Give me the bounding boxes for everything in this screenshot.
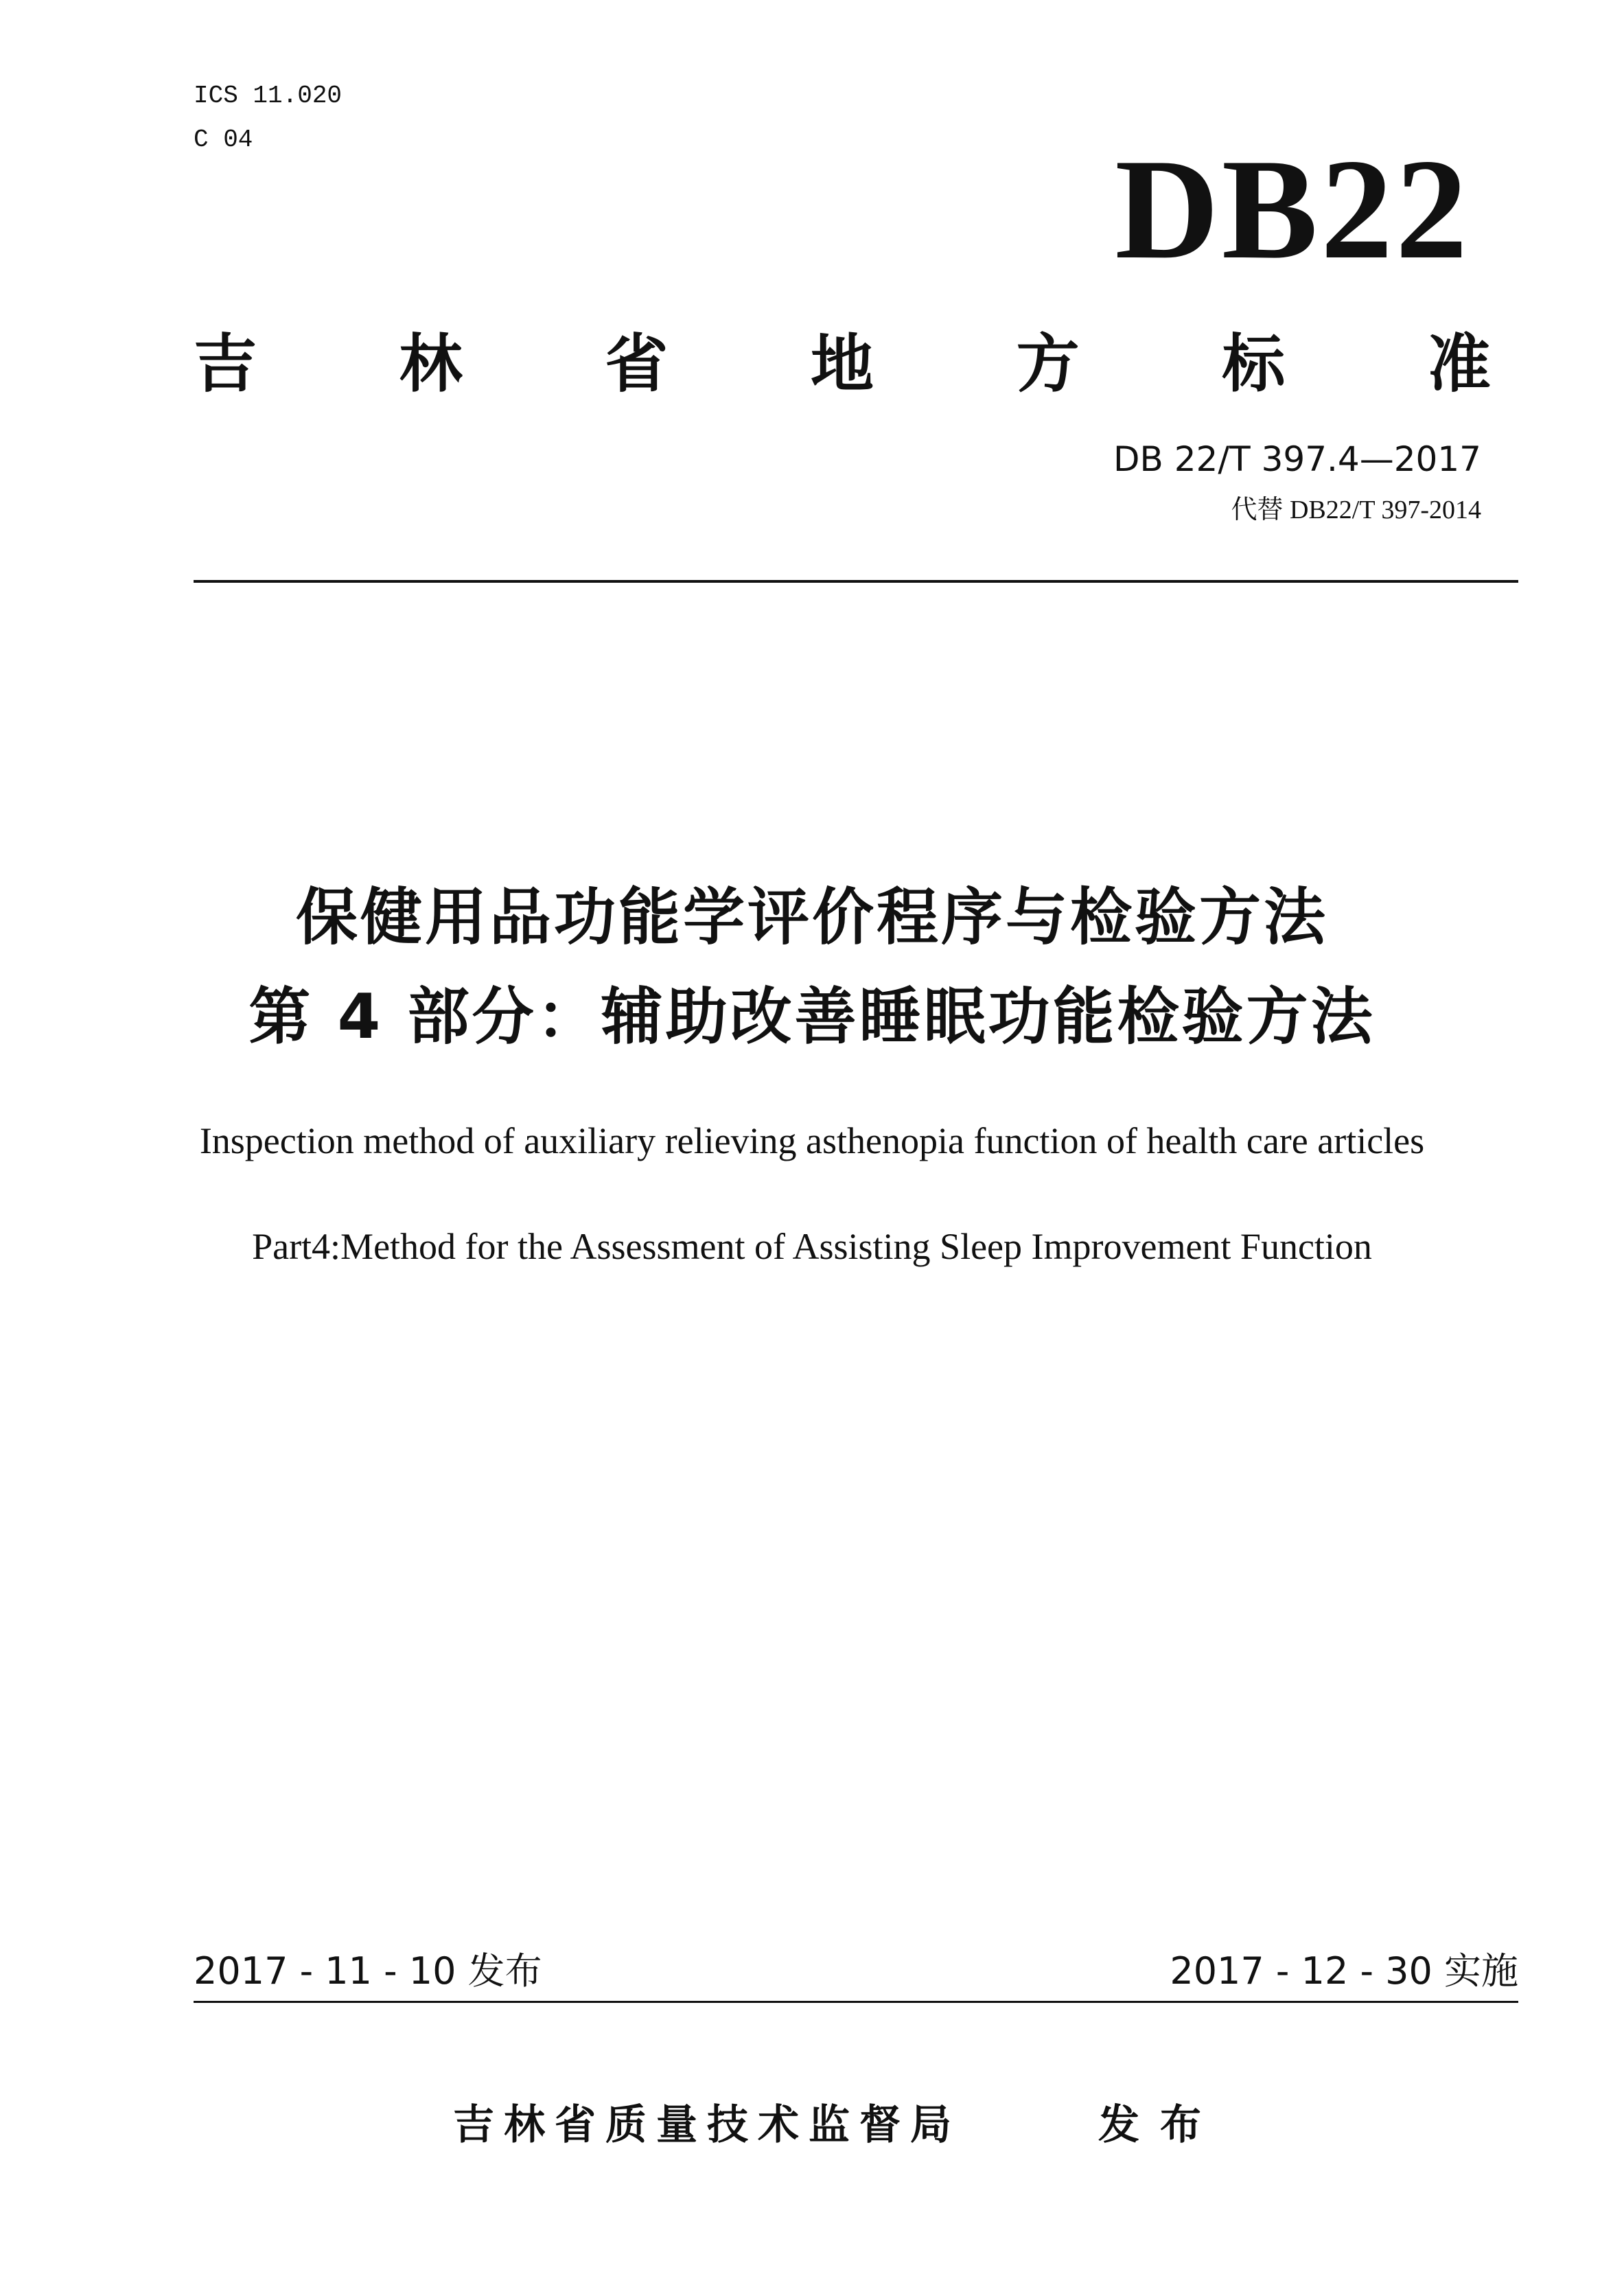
title-en-line1: Inspection method of auxiliary relieving asthenopia function of health care articles	[199, 1120, 1425, 1161]
publish-date: 2017 - 11 - 10 发布	[194, 1949, 542, 1993]
ics-code: ICS 11.020	[194, 82, 343, 110]
standard-type-heading	[194, 321, 1491, 401]
standard-type-char: 地	[810, 327, 874, 401]
standard-type-char: 林	[399, 327, 463, 401]
standard-type-char: 吉	[194, 327, 257, 401]
title-cn-line1: 保健用品功能学评价程序与检验方法	[296, 881, 1328, 953]
title-en-line2: Part4:Method for the Assessment of Assisting Sleep Improvement Function	[252, 1226, 1372, 1267]
standard-type-char: 方	[1016, 327, 1080, 401]
implement-date: 2017 - 12 - 30 实施	[1170, 1949, 1518, 1993]
bottom-divider	[194, 2001, 1518, 2003]
replaces-standard: 代替 DB22/T 397-2014	[1231, 496, 1481, 524]
issuing-authority: 吉林省质量技术监督局	[453, 2101, 961, 2149]
issue-label: 发布	[1098, 2101, 1222, 2149]
top-divider	[194, 580, 1518, 583]
standard-type-char: 省	[605, 327, 669, 401]
standard-number: DB 22/T 397.4—2017	[1113, 439, 1481, 479]
title-cn-line2: 第 4 部分：辅助改善睡眠功能检验方法	[248, 981, 1376, 1053]
standard-type-char: 标	[1222, 327, 1286, 401]
standard-type-char: 准	[1427, 327, 1491, 401]
ccs-code: C 04	[194, 126, 253, 154]
db22-logo: DB22	[1115, 130, 1470, 289]
